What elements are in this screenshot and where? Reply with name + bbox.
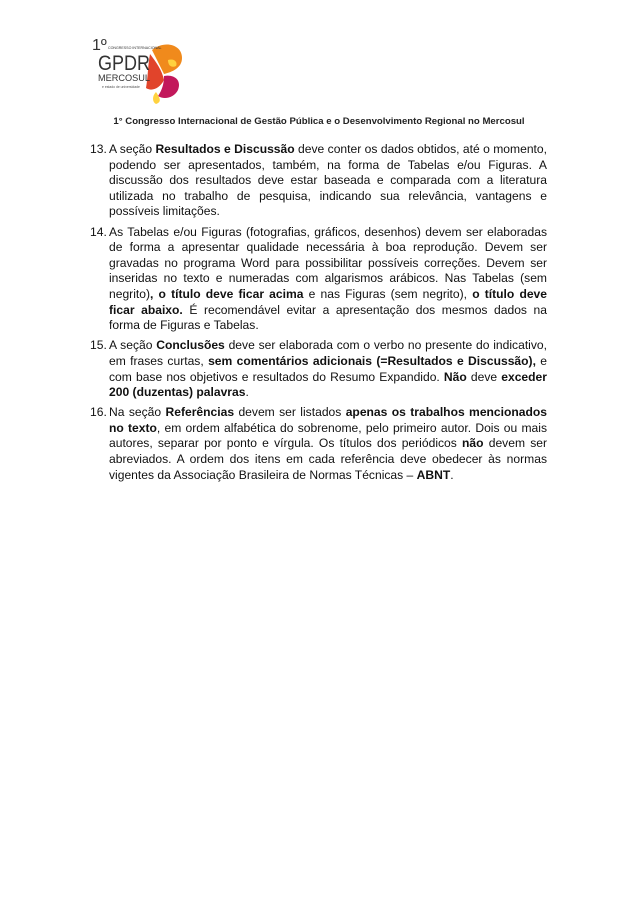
page-header: 1° Congresso Internacional de Gestão Pública e o Desenvolvimento Regional no Mercosul [113,116,525,127]
text-segment: . [450,467,454,482]
item-number: 16. [90,405,107,420]
text-segment: A seção [109,338,157,353]
text-segment: deve ser elaborada com o verbo no presente do indicativo, em frases curtas, [109,338,547,368]
bold-text-segment: , o título deve ficar acima [150,286,304,301]
bold-text-segment: sem comentários adicionais (=Resultados e Discussão), [208,353,536,368]
text-segment: . [245,385,249,400]
text-segment: deve conter os dados obtidos, até o momento, podendo ser apresentados, também, na forma de Tabelas e/ou Figuras. A discussão dos resultados deve estar baseada e comparada com a literatura utilizada no trabalho de pesquisa, indicando sua relevância, vantagens e possíveis limitações. [109,142,548,219]
text-segment: devem ser listados [234,405,346,420]
logo-word-mercosul: MERCOSUL [98,73,150,84]
logo-small-line: CONGRESSO INTERNACIONAL [108,46,162,50]
logo-drop-yellow [153,92,160,104]
text-segment: deve [466,369,502,384]
bold-text-segment: Conclusões [156,338,225,353]
bold-text-segment: apenas os trabalhos mencionados no texto [109,405,548,435]
text-segment: e nas Figuras (sem negrito), [303,286,473,301]
item-number: 14. [90,224,107,239]
gpdr-logo-graphic [90,36,190,104]
item-number: 15. [90,338,107,353]
bold-text-segment: o título deve ficar abaixo. [109,286,548,317]
congress-logo [90,36,190,104]
item-text [109,225,547,334]
bold-text-segment: Não [443,369,467,384]
bold-text-segment: ABNT [416,467,451,482]
item-text [109,142,547,220]
text-segment: É recomendável evitar a apresentação dos mesmos dados na forma de Figuras e Tabelas. [109,302,547,333]
list-item [90,142,547,220]
list-item [90,405,547,483]
list-item [90,338,547,400]
bold-text-segment: não [462,436,484,451]
bold-text-segment: exceder 200 (duzentas) palavras [109,369,547,400]
list-item [90,225,547,334]
item-number: 13. [90,142,107,156]
bold-text-segment: Referências [165,405,235,420]
text-segment: A seção [109,142,156,156]
text-segment: devem ser abreviados. A ordem dos itens em cada referência deve obedecer às normas vigentes da Associação Brasileira de Normas Técnicas – [109,436,547,482]
text-segment: As Tabelas e/ou Figuras (fotografias, gráficos, desenhos) devem ser elaboradas de forma a apresentar qualidade necessária à boa reprodução. Devem ser gravadas no programa Word para possibilitar possíveis correções. Devem ser inseridas no texto e numeradas com algarismos arábicos. Nas Tabelas (sem negrito) [109,224,547,301]
text-segment: e com base nos objetivos e resultados do Resumo Expandido. [109,353,548,384]
text-segment: Na seção [109,405,166,420]
logo-tagline: e estado de universidade [102,85,140,89]
logo-ordinal: 1º [92,37,107,54]
logo-word-gpdr: GPDR [98,52,150,75]
bold-text-segment: Resultados e Discussão [155,142,295,156]
item-text [109,338,547,400]
instructions-list [90,142,547,488]
item-text [109,405,547,483]
text-segment: , em ordem alfabética do sobrenome, pelo primeiro autor. Dois ou mais autores, separar por ponto e vírgula. Os títulos dos periódicos [109,420,547,451]
